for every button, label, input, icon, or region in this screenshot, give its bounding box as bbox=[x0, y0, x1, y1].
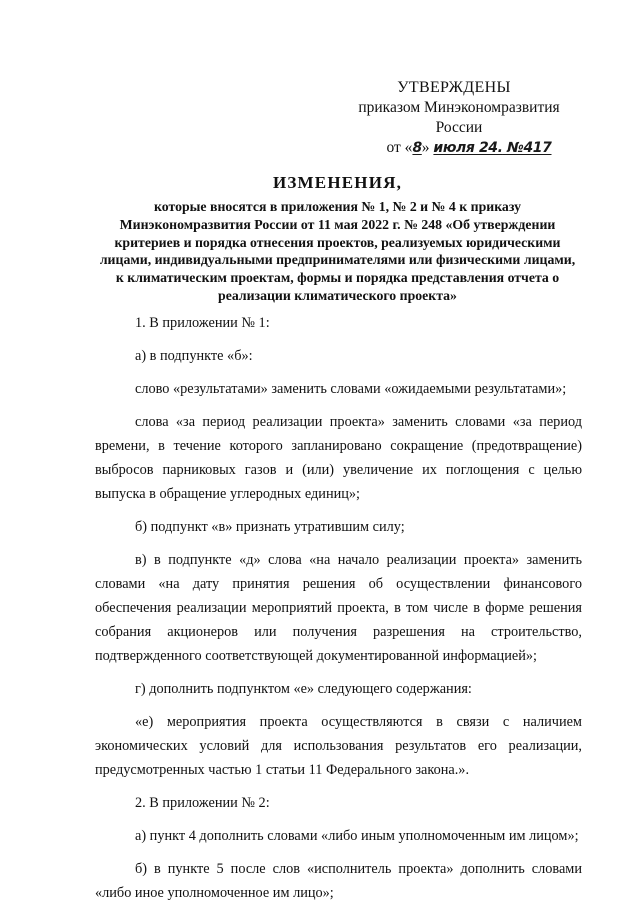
paragraph-3: слово «результатами» заменить словами «ожидаемыми результатами»; bbox=[135, 381, 567, 397]
document-subtitle: которые вносятся в приложения № 1, № 2 и № 4 к приказу Минэкономразвития России от 11 мая 2022 г. № 248 «Об утверждении критериев и порядка отнесения проектов, реализуемых юридическими лицами, индивидуальными предпринимателями или физическими лицами, к климатическим проектам, формы и порядка представления отчета о реализации климатического проекта» bbox=[99, 199, 576, 303]
paragraph-10: а) пункт 4 дополнить словами «либо иным уполномоченным им лицом»; bbox=[135, 828, 579, 844]
approval-date-line bbox=[334, 138, 574, 158]
approval-order: приказом Минэкономразвития России bbox=[358, 99, 560, 136]
handwritten-month-year: июля 24. bbox=[433, 140, 503, 156]
handwritten-day: 8 bbox=[412, 140, 422, 156]
paragraph-4: слова «за период реализации проекта» заменить словами «за период времени, в течение которого запланировано сокращение (предотвращение) выбросов парниковых газов и (или) увеличение их поглощения с целью выпуска в обращение углеродных единиц»; bbox=[95, 414, 582, 502]
document-body bbox=[95, 311, 582, 905]
paragraph-6: в) в подпункте «д» слова «на начало реализации проекта» заменить словами «на дату принятия решения об осуществлении финансового обеспечения реализации мероприятий проекта, в том числе в форме решения собрания акционеров или получения разрешения на строительство, подтвержденного соответствующей документированной информацией»; bbox=[95, 552, 582, 664]
paragraph-11: б) в пункте 5 после слов «исполнитель проекта» дополнить словами «либо иное уполномоченное им лицо»; bbox=[95, 861, 582, 901]
document-title: ИЗМЕНЕНИЯ, bbox=[272, 173, 403, 192]
approval-title: УТВЕРЖДЕНЫ bbox=[397, 79, 511, 96]
paragraph-7: г) дополнить подпунктом «е» следующего содержания: bbox=[135, 681, 472, 697]
paragraph-1: 1. В приложении № 1: bbox=[135, 315, 270, 331]
document-heading bbox=[95, 172, 580, 305]
paragraph-9: 2. В приложении № 2: bbox=[135, 795, 270, 811]
date-prefix: от « bbox=[386, 139, 413, 156]
handwritten-order-number: №417 bbox=[502, 140, 552, 156]
date-mid: » bbox=[421, 139, 434, 156]
approval-block bbox=[334, 78, 574, 158]
paragraph-8: «е) мероприятия проекта осуществляются в связи с наличием экономических условий для использования результатов его реализации, предусмотренных частью 1 статьи 11 Федерального закона.». bbox=[95, 714, 582, 778]
paragraph-5: б) подпункт «в» признать утратившим силу; bbox=[135, 519, 405, 535]
paragraph-2: а) в подпункте «б»: bbox=[135, 348, 253, 364]
